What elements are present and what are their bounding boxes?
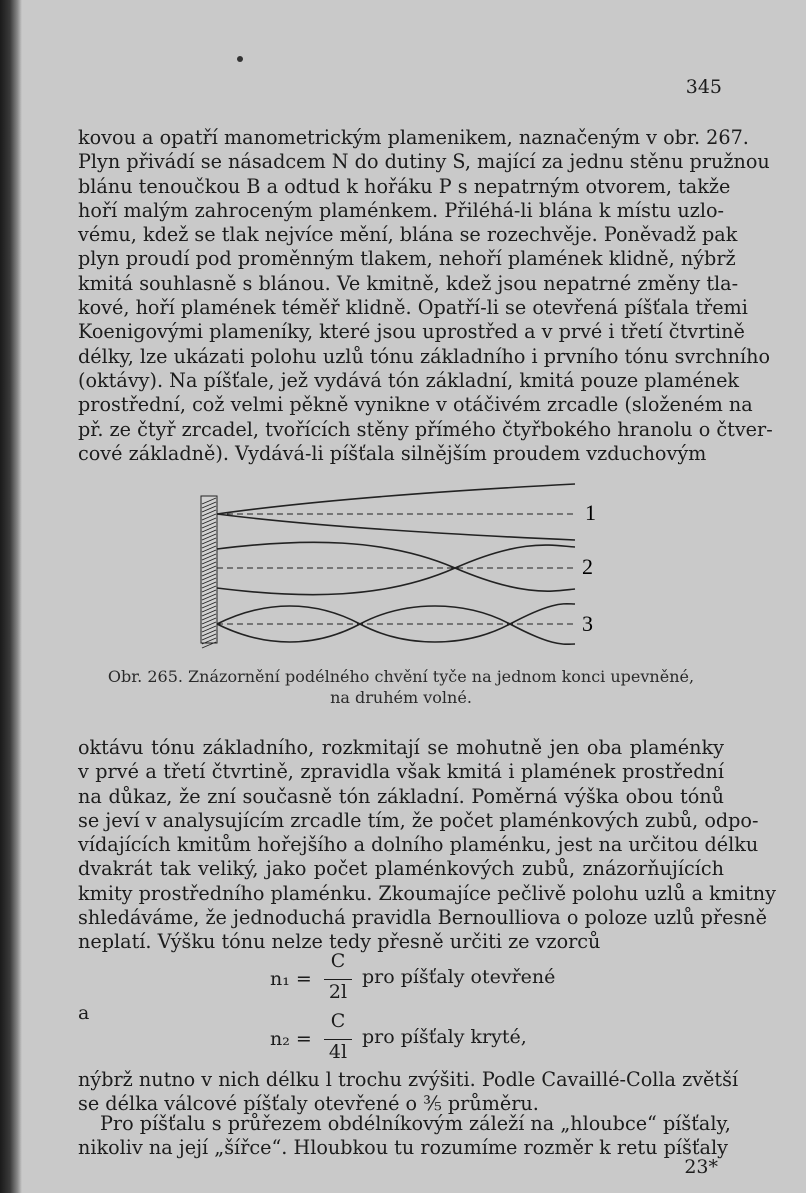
formula-2-text: pro píšťaly kryté,	[362, 1026, 527, 1048]
text-line: hoří malým zahroceným plaménkem. Přiléhá-li blána k místu uzlo-	[78, 198, 724, 222]
text-line: neplatí. Výšku tónu nelze tedy přesně určiti ze vzorců	[78, 930, 601, 954]
mode-2-label: 2	[582, 554, 593, 579]
signature-mark: 23*	[684, 1156, 718, 1178]
text-line: na důkaz, že zní současně tón základní. Poměrná výška obou tónů	[78, 784, 724, 808]
text-line: Plyn přivádí se násadcem N do dutiny S, mající za jednu stěnu pružnou	[78, 150, 770, 174]
fixed-wall	[201, 496, 217, 648]
page-number: 345	[685, 76, 722, 98]
mode-1-curves	[217, 484, 575, 540]
text-line: se jeví v analysujícím zrcadle tím, že počet plaménkových zubů, odpo-	[78, 808, 759, 832]
figure-265-rod-vibration-diagram	[195, 476, 615, 651]
text-line: (oktávy). Na píšťale, jež vydává tón základní, kmitá pouze plamének	[78, 368, 740, 392]
text-line: délky, lze ukázati polohu uzlů tónu základního i prvního tónu svrchního	[78, 344, 770, 368]
formula-2-lhs: n₂ =	[270, 1028, 312, 1050]
text-line: kmitá souhlasně s blánou. Ve kmitně, kdež jsou nepatrné změny tla-	[78, 271, 739, 295]
text-line: plyn proudí pod proměnným tlakem, nehoří plamének klidně, nýbrž	[78, 247, 736, 271]
mode-3-label: 3	[582, 611, 593, 636]
text-line: kové, hoří plamének téměř klidně. Opatří-li se otevřená píšťala třemi	[78, 296, 748, 320]
text-line: nikoliv na její „šířce“. Hloubkou tu rozumíme rozměr k retu píšťaly	[78, 1136, 728, 1160]
text-line: vídajících kmitům hořejšího a dolního plaménku, jest na určitou délku	[78, 833, 759, 857]
text-line: kovou a opatří manometrickým plamenikem, naznačeným v obr. 267.	[78, 126, 749, 149]
formula-2-denominator: 4l	[328, 1041, 348, 1063]
text-line: nýbrž nutno v nich délku l trochu zvýšiti. Podle Cavaillé-Colla zvětší	[78, 1068, 739, 1091]
caption-line-1: Obr. 265. Znázornění podélného chvění tyče na jednom konci upevněné,	[107, 667, 695, 686]
print-speck	[237, 56, 243, 62]
paragraph-4	[78, 1112, 731, 1161]
paragraph-1	[78, 126, 773, 466]
figure-caption	[78, 666, 724, 708]
text-line: prostřední, což velmi pěkně vynikne v otáčivém zrcadle (složeném na	[78, 393, 753, 417]
text-line: vému, kdež se tlak nejvíce mění, blána se rozechvěje. Poněvadž pak	[78, 223, 738, 247]
formula-1-denominator: 2l	[328, 981, 348, 1003]
caption-line-2: na druhém volné.	[330, 688, 472, 707]
text-line: dvakrát tak veliký, jako počet plaménkových zubů, znázorňujících	[78, 857, 724, 881]
formula-1-text: pro píšťaly otevřené	[362, 966, 556, 988]
formula-2-numerator: C	[330, 1010, 346, 1032]
conjunction-a: a	[78, 1002, 90, 1024]
formula-1-lhs: n₁ =	[270, 968, 312, 990]
formula-1-numerator: C	[330, 950, 346, 972]
text-line: Pro píšťalu s průřezem obdélníkovým záleží na „hloubce“ píšťaly,	[100, 1112, 731, 1135]
text-line: oktávu tónu základního, rozkmitají se mohutně jen oba plaménky	[78, 736, 724, 759]
formula-open-pipe	[270, 950, 570, 1006]
text-line: shledáváme, že jednoduchá pravidla Bernoulliova o poloze uzlů přesně	[78, 906, 768, 930]
text-line: blánu tenoučkou B a odtud k hořáku P s nepatrným otvorem, takže	[78, 174, 731, 198]
text-line: cové základně). Vydává-li píšťala silnějším proudem vzduchovým	[78, 441, 707, 465]
formula-closed-pipe	[270, 1010, 570, 1066]
paragraph-3	[78, 1068, 739, 1117]
text-line: se délka válcové píšťaly otevřené o ⅗ průměru.	[78, 1092, 539, 1116]
text-line: v prvé a třetí čtvrtině, zpravidla však kmitá i plamének prostřední	[78, 760, 724, 784]
text-line: Koenigovými plameníky, které jsou uprostřed a v prvé i třetí čtvrtině	[78, 320, 745, 344]
book-spine-shadow	[0, 0, 22, 1193]
text-line: př. ze čtyř zrcadel, tvořících stěny přímého čtyřbokého hranolu o čtver-	[78, 417, 773, 441]
mode-1-label: 1	[585, 500, 596, 525]
text-line: kmity prostředního plaménku. Zkoumajíce pečlivě polohu uzlů a kmitny	[78, 881, 776, 905]
paragraph-2	[78, 736, 776, 955]
